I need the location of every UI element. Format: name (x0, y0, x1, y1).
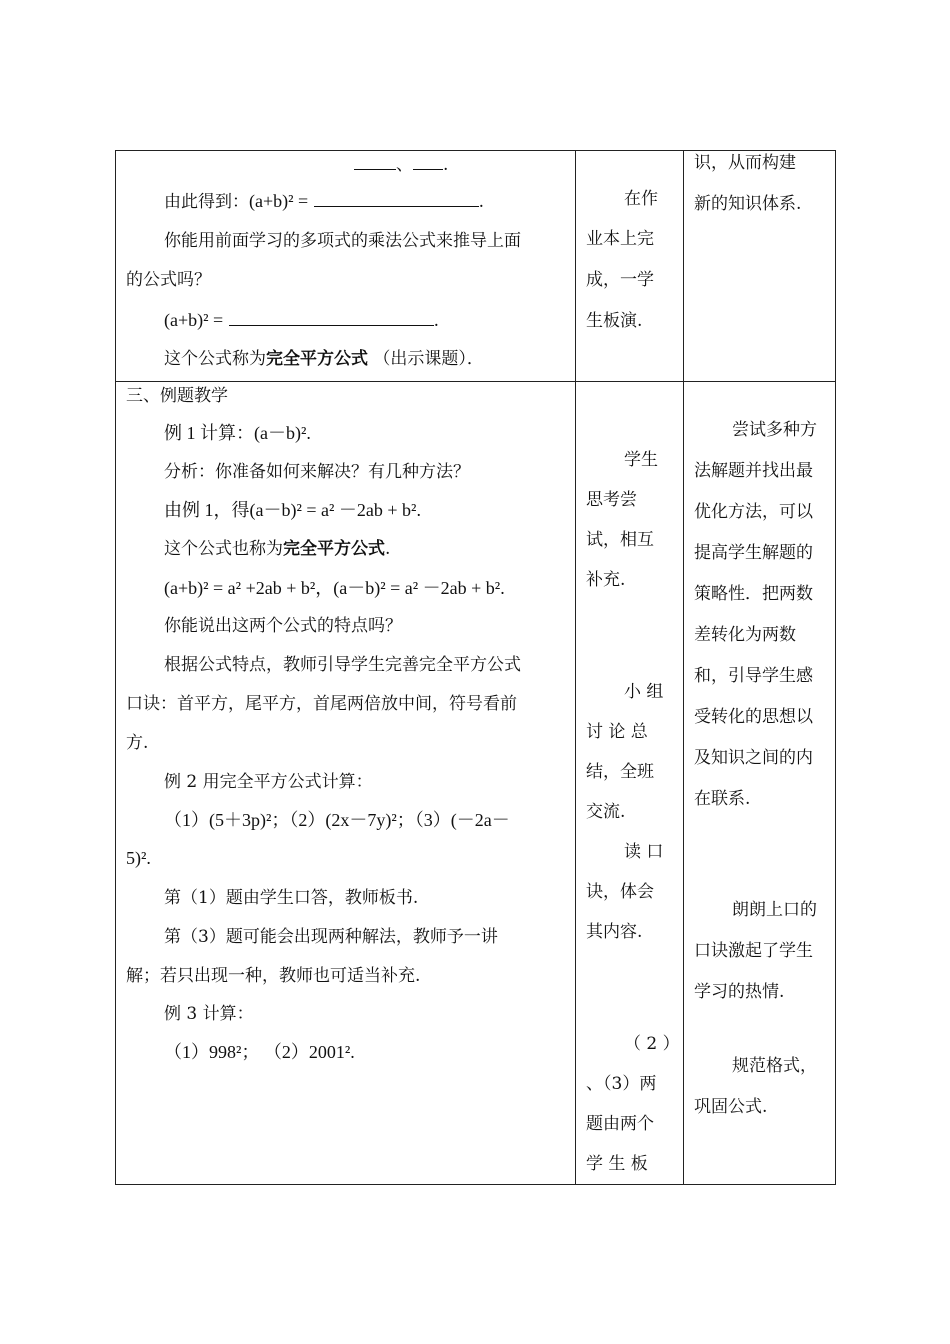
student-text: 、（3）两 (586, 1074, 657, 1094)
intent-text: 策略性．把两数 (694, 584, 813, 604)
student-text: 生板演. (586, 311, 643, 331)
formula-name-line: 这个公式也称为完全平方公式. (164, 539, 391, 559)
note-text: 第（1）题由学生口答，教师板书. (164, 888, 419, 908)
intent-text: 法解题并找出最 (694, 461, 813, 481)
blank-line: 、 . (354, 153, 448, 177)
analysis-text: 分析：你准备如何来解决？有几种方法？ (164, 462, 470, 482)
example-3: 例 3 计算： (164, 1004, 254, 1024)
student-activity-cell (576, 382, 684, 1185)
student-text: 诀，体会 (586, 882, 654, 902)
intent-text: 提高学生解题的 (694, 543, 813, 563)
student-text: 讨 论 总 (586, 722, 648, 742)
student-text: 补充. (586, 570, 626, 590)
intent-text: 差转化为两数 (694, 625, 796, 645)
student-text: 结，全班 (586, 762, 654, 782)
derived-formula-line: 由此得到：(a+b)² = . (164, 191, 484, 212)
intent-text: 新的知识体系. (694, 194, 802, 214)
design-intent-cell (684, 382, 836, 1185)
intent-text: 口诀激起了学生 (694, 941, 813, 961)
intent-text: 尝试多种方 (732, 420, 817, 440)
student-text: 小 组 (624, 682, 664, 702)
student-text: 学生 (624, 450, 658, 470)
rhyme-text: 方. (126, 733, 149, 753)
intent-text: 在联系. (694, 789, 751, 809)
student-text: 思考尝 (586, 490, 637, 510)
formula-line: (a+b)² = . (164, 310, 439, 331)
table-row (116, 151, 836, 382)
rhyme-text: 口诀：首平方，尾平方，首尾两倍放中间，符号看前 (126, 694, 517, 714)
features-question: 你能说出这两个公式的特点吗？ (164, 616, 402, 636)
rhyme-text: 根据公式特点，教师引导学生完善完全平方公式 (164, 655, 521, 675)
student-text: 其内容. (586, 922, 643, 942)
both-formulas: (a+b)² = a² +2ab + b²，(a－b)² = a² －2ab + b². (164, 578, 505, 598)
example-1: 例 1 计算：(a－b)². (164, 423, 311, 443)
derived-formula: 由例 1，得(a－b)² = a² －2ab + b². (164, 500, 421, 520)
intent-text: 学习的热情. (694, 982, 785, 1002)
example-2: 例 2 用完全平方公式计算： (164, 772, 373, 792)
question-text: 你能用前面学习的多项式的乘法公式来推导上面 (164, 231, 521, 251)
design-intent-cell (684, 151, 836, 382)
intent-text: 及知识之间的内 (694, 748, 813, 768)
formula-name-line: 这个公式称为完全平方公式 （出示课题）． (164, 349, 484, 369)
student-text: 业本上完 (586, 229, 654, 249)
intent-text: 巩固公式. (694, 1097, 768, 1117)
intent-text: 识，从而构建 (694, 153, 796, 173)
student-activity-cell (576, 151, 684, 382)
main-content-cell (116, 382, 576, 1185)
note-text: 第（3）题可能会出现两种解法，教师予一讲 (164, 927, 498, 947)
student-text: 交流. (586, 802, 626, 822)
student-text: 试，相互 (586, 530, 654, 550)
example-2-items: （1）(5＋3p)²；（2）(2x－7y)²；（3）(－2a－ (164, 810, 510, 830)
intent-text: 和，引导学生感 (694, 666, 813, 686)
intent-text: 朗朗上口的 (732, 900, 817, 920)
example-2-items-cont: 5)². (126, 848, 151, 868)
student-text: 学 生 板 (586, 1154, 648, 1174)
student-text: 题由两个 (586, 1114, 654, 1134)
intent-text: 规范格式， (732, 1056, 817, 1076)
main-content-cell (116, 151, 576, 382)
student-text: 在作 (624, 189, 658, 209)
student-text: 成，一学 (586, 270, 654, 290)
question-text-cont: 的公式吗？ (126, 270, 211, 290)
note-text: 解；若只出现一种，教师也可适当补充. (126, 966, 421, 986)
student-text: 读 口 (624, 842, 664, 862)
table-row (116, 382, 836, 1185)
example-3-items: （1）998²； （2）2001². (164, 1042, 355, 1062)
intent-text: 优化方法，可以 (694, 502, 813, 522)
intent-text: 受转化的思想以 (694, 707, 813, 727)
section-title: 三、例题教学 (126, 386, 228, 406)
lesson-plan-table (115, 150, 836, 1185)
student-text: （ 2 ） (624, 1034, 680, 1054)
